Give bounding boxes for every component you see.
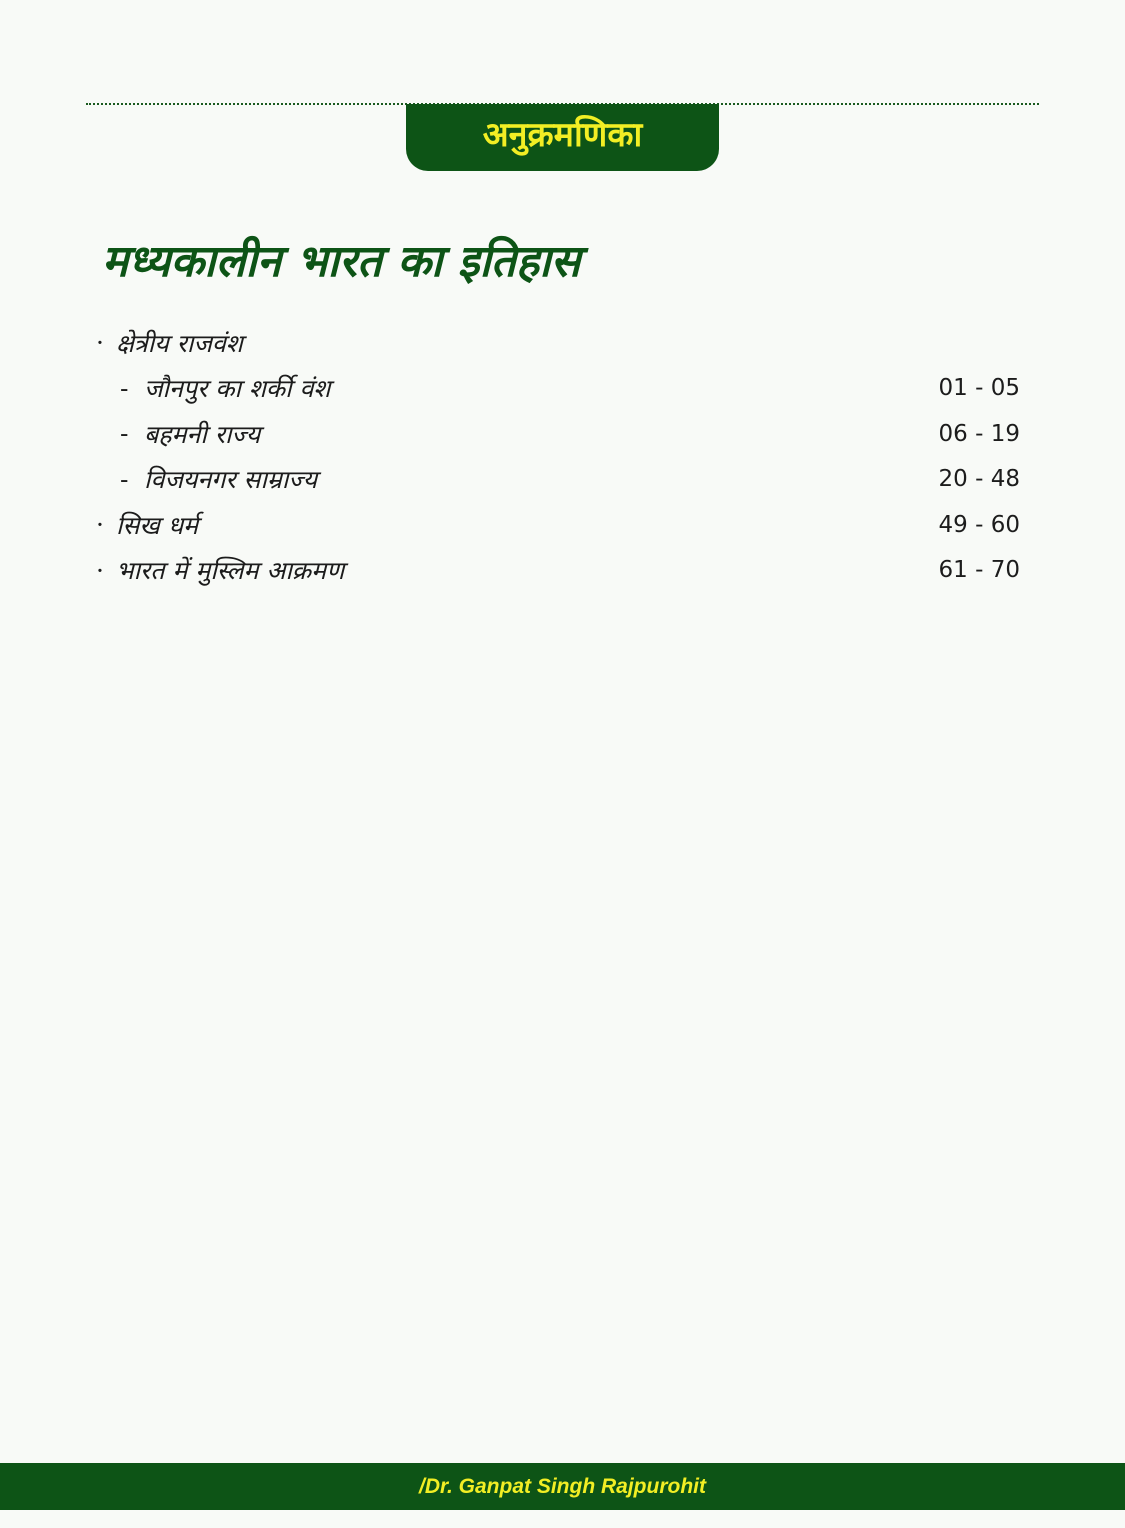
toc-item xyxy=(96,548,1020,594)
header-tab-label: अनुक्रमणिका xyxy=(482,114,643,155)
toc-item-title: विजयनगर साम्राज्य xyxy=(144,465,318,495)
section-title: मध्यकालीन भारत का इतिहास xyxy=(102,236,581,287)
toc-item-title: सिख धर्म xyxy=(116,510,199,540)
toc-subitem xyxy=(96,366,1020,412)
toc-item xyxy=(96,320,1020,366)
toc-item-marker: · xyxy=(96,555,104,585)
toc-item-marker: - xyxy=(120,373,129,403)
toc-item-marker: - xyxy=(120,419,129,449)
footer-bar xyxy=(0,1463,1125,1510)
toc-subitem xyxy=(96,457,1020,503)
table-of-contents xyxy=(96,320,1020,593)
toc-item-title: जौनपुर का शर्की वंश xyxy=(144,374,331,404)
toc-item-marker: · xyxy=(96,510,104,540)
toc-item-title: क्षेत्रीय राजवंश xyxy=(116,328,243,358)
toc-item-pages: 49 - 60 xyxy=(938,511,1020,538)
toc-item xyxy=(96,502,1020,548)
toc-item-pages: 20 - 48 xyxy=(938,466,1020,493)
toc-subitem xyxy=(96,411,1020,457)
footer-author: /Dr. Ganpat Singh Rajpurohit xyxy=(418,1474,706,1498)
toc-item-marker: · xyxy=(96,328,104,358)
toc-item-pages: 01 - 05 xyxy=(938,375,1020,402)
toc-item-pages: 06 - 19 xyxy=(938,420,1020,447)
toc-item-pages: 61 - 70 xyxy=(938,557,1020,584)
toc-item-title: भारत में मुस्लिम आक्रमण xyxy=(116,556,345,586)
header-tab xyxy=(406,104,719,171)
toc-item-marker: - xyxy=(120,464,129,494)
toc-item-title: बहमनी राज्य xyxy=(144,419,261,449)
